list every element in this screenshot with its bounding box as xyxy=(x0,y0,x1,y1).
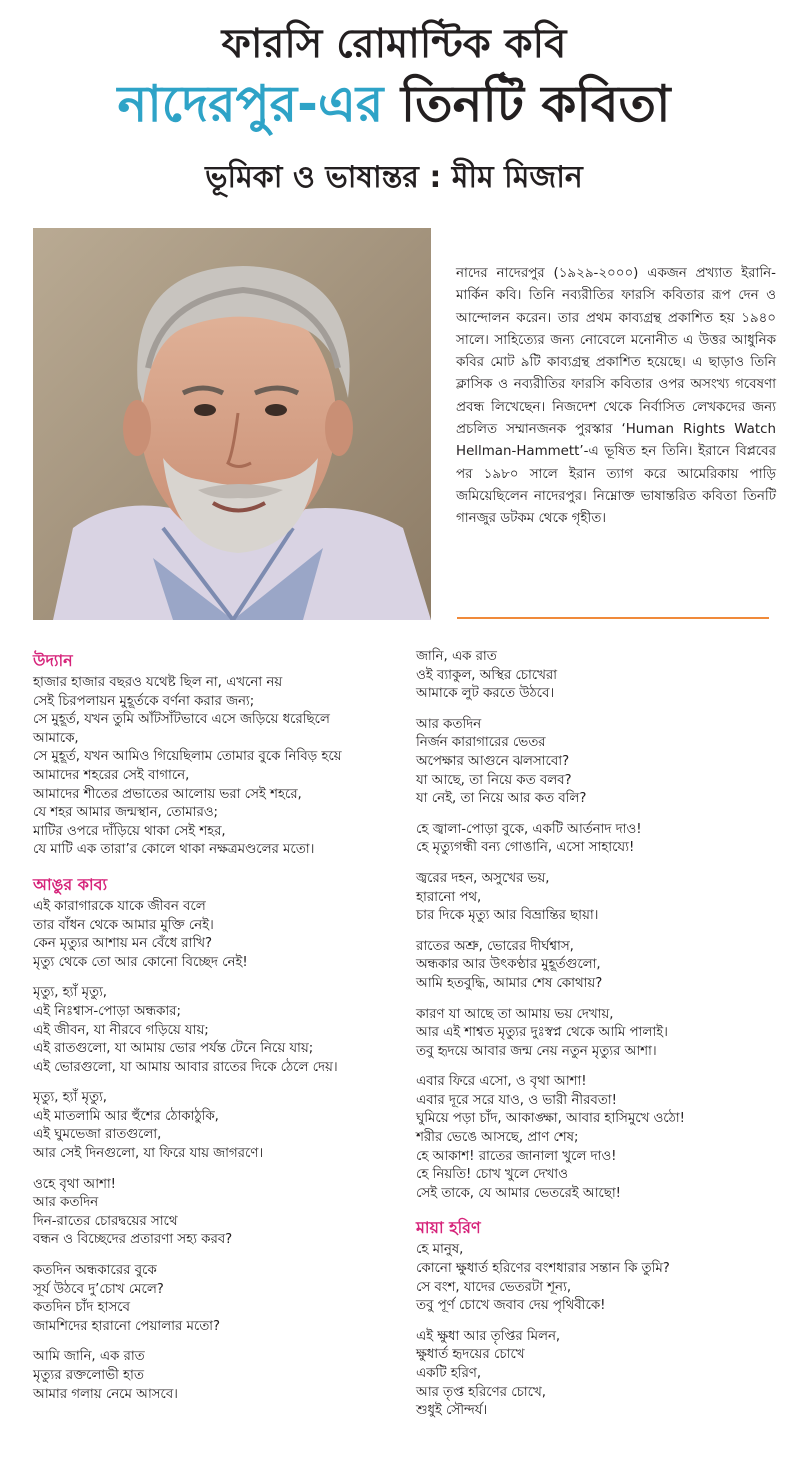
poem-line: এই জীবন, যা নীরবে গড়িয়ে যায়; xyxy=(33,1022,209,1038)
poem-line: জ্বরের দহন, অসুখের ভয়, xyxy=(416,870,550,886)
poem-line: সূর্য উঠবে দু’চোখ মেলে? xyxy=(33,1281,164,1297)
stanza xyxy=(416,821,778,858)
poem-line: এই রাতগুলো, যা আমায় ভোর পর্যন্ত টেনে নিয়ে যায়; xyxy=(33,1041,314,1057)
poem-line: যে মাটি এক তারা’র কোলে থাকা নক্ষত্রমণ্ডলের মতো। xyxy=(33,842,315,858)
poem-line: যা নেই, তা নিয়ে আর কত বলি? xyxy=(416,791,587,807)
poem-line: হে জ্বালা-পোড়া বুকে, একটি আর্তনাদ দাও! xyxy=(416,821,642,837)
poem-line: হে নিয়তি! চোখ খুলে দেখাও xyxy=(416,1167,568,1183)
intro-text xyxy=(456,263,776,531)
poem-line: কারণ যা আছে তা আমায় ভয় দেখায়, xyxy=(416,1006,614,1022)
poem-line: মাটির ওপরে দাঁড়িয়ে থাকা সেই শহর, xyxy=(33,823,226,839)
poem-line: চার দিকে মৃত্যু আর বিভ্রান্তির ছায়া। xyxy=(416,908,599,924)
stanza xyxy=(33,1089,401,1163)
stanza xyxy=(33,898,401,972)
poem-line: অপেক্ষার আগুনে ঝলসাবো? xyxy=(416,753,570,769)
poem-line: সেই তাকে, যে আমার ভেতরেই আছো! xyxy=(416,1185,622,1201)
poem-line: দিন-রাতের চোরদ্বয়ের সাথে xyxy=(33,1213,178,1229)
column-left xyxy=(33,648,401,1416)
poem-line: এবার দূরে সরে যাও, ও ভারী নীরবতা! xyxy=(416,1092,617,1108)
poem-line: সেই চিরপলায়ন মুহূর্তকে বর্ণনা করার জন্য; xyxy=(33,693,255,709)
poem-line: আমাকে, xyxy=(33,730,79,746)
poem-line: হাজার হাজার বছরও যথেষ্ট ছিল না, এখনো নয় xyxy=(33,675,283,690)
stanza xyxy=(416,1328,778,1421)
poem-line: সে বংশ, যাদের ভেতরটা শূন্য, xyxy=(416,1279,572,1295)
poem-line: কোনো ক্ষুধার্ত হরিণের বংশধারার সন্তান কি তুমি? xyxy=(416,1261,670,1277)
poem-line: বন্ধন ও বিচ্ছেদের প্রতারণা সহ্য করব? xyxy=(33,1232,233,1248)
stanza xyxy=(416,1073,778,1203)
poem-line: এই নিঃশ্বাস-পোড়া অন্ধকার; xyxy=(33,1003,181,1019)
poem-line: আমি জানি, এক রাত xyxy=(33,1349,145,1365)
poem-line: হে আকাশ! রাতের জানালা খুলে দাও! xyxy=(416,1148,617,1164)
poem-line: আর এই শাশ্বত মৃত্যুর দুঃস্বপ্ন থেকে আমি পালাই। xyxy=(416,1025,668,1041)
poem-line: ক্ষুধার্ত হৃদয়ের চোখে xyxy=(416,1347,525,1363)
stanza xyxy=(33,1176,401,1250)
poem-line: আমাদের শীতের প্রভাতের আলোয় ভরা সেই শহরে, xyxy=(33,786,302,802)
poem-line: সে মুহূর্ত, যখন তুমি আঁটসাঁটভাবে এসে জড়িয়ে ধরেছিলে xyxy=(33,712,330,728)
poet-photo xyxy=(33,228,431,620)
poem-line: আমি হতবুদ্ধি, আমার শেষ কোথায়? xyxy=(416,975,603,991)
stanza xyxy=(33,1348,401,1404)
poem-line: জামশিদের হারানো পেয়ালার মতো? xyxy=(33,1318,221,1334)
column-right xyxy=(416,648,778,1433)
poem-line: আমাকে লুট করতে উঠবে। xyxy=(416,686,555,702)
stanza xyxy=(416,716,778,809)
title-poet-name: নাদেরপুর-এর xyxy=(117,75,384,133)
poem-line: এই ক্ষুধা আর তৃপ্তির মিলন, xyxy=(416,1328,561,1344)
poem-line: ওহে বৃথা আশা! xyxy=(33,1176,116,1192)
poem-line: কেন মৃত্যুর আশায় মন বেঁধে রাখি? xyxy=(33,936,213,952)
poem-line: তবু হৃদয়ে আবার জন্ম নেয় নতুন মৃত্যুর আশা। xyxy=(416,1043,657,1059)
poem-title-udyan: উদ্যান xyxy=(33,651,73,670)
poem-line: হে মানুষ, xyxy=(416,1242,464,1258)
stanza xyxy=(33,674,401,860)
poem-line: কতদিন অন্ধকারের বুকে xyxy=(33,1263,157,1279)
divider-rule xyxy=(457,617,769,619)
poem-line: শরীর ভেঙে আসছে, প্রাণ শেষ; xyxy=(416,1130,579,1146)
poem-line: যে শহর আমার জন্মস্থান, তোমারও; xyxy=(33,805,219,821)
poem-line: কতদিন চাঁদ হাসবে xyxy=(33,1300,130,1316)
intro-paragraph: নাদের নাদেরপুর (১৯২৯-২০০০) একজন প্রখ্যাত ইরানি-মার্কিন কবি। তিনি নব্যরীতির ফারসি কবিতার রূপ দেন ও আন্দোলন করেন। তার প্রথম কাব্যগ্রন্থ প্রকাশিত হয় ১৯৪০ সালে। সাহিত্যের জন্য নোবেলে মনোনীত এ উত্তর আধুনিক কবির মোট ৯টি কাব্যগ্রন্থ প্রকাশিত হয়েছে। এ ছাড়াও তিনি ক্লাসিক ও নব্যরীতির ফারসি কবিতার ওপর অসংখ্য গবেষণা প্রবন্ধ লিখেছেন। নিজদেশ থেকে নির্বাসিত লেখকদের জন্য প্রচলিত সম্মানজনক পুরস্কার ‘Human Rights Watch Hellman-Hammett’-এ ভূষিত হন তিনি। ইরানে বিপ্লবের পর ১৯৮০ সালে ইরান ত্যাগ করে আমেরিকায় পাড়ি জমিয়েছিলেন নাদেরপুর। নিম্নোক্ত ভাষান্তরিত কবিতা তিনটি গানজুর ডটকম থেকে গৃহীত। xyxy=(456,266,776,527)
stanza xyxy=(416,648,778,704)
poem-line: এই মাতলামি আর হুঁশের ঠোকাঠুকি, xyxy=(33,1108,219,1124)
poem-line: যা আছে, তা নিয়ে কত বলব? xyxy=(416,772,572,788)
poem-line: হারানো পথ, xyxy=(416,889,482,905)
poem-line: নির্জন কারাগারের ভেতর xyxy=(416,735,546,751)
poem-line: তার বাঁধন থেকে আমার মুক্তি নেই। xyxy=(33,917,214,933)
poem-line: মৃত্যুর রক্তলোভী হাত xyxy=(33,1368,144,1383)
title-line-1: ফারসি রোমান্টিক কবি xyxy=(221,21,567,67)
poem-line: একটি হরিণ, xyxy=(416,1366,482,1381)
poem-line: মৃত্যু থেকে তো আর কোনো বিচ্ছেদ নেই! xyxy=(33,954,248,970)
poem-line: আর তৃপ্ত হরিণের চোখে, xyxy=(416,1384,546,1400)
poem-line: এই কারাগারকে যাকে জীবন বলে xyxy=(33,898,206,914)
portrait-illustration xyxy=(33,228,431,620)
poem-title-maya-horin: মায়া হরিণ xyxy=(416,1218,481,1238)
poem-line: এই ঘুমভেজা রাতগুলো, xyxy=(33,1127,162,1143)
title-three-poems: তিনটি কবিতা xyxy=(400,75,671,133)
poem-line: আর কতদিন xyxy=(416,716,482,732)
poem-line: এই ভোরগুলো, যা আমায় আবার রাতের দিকে ঠেলে দেয়। xyxy=(33,1059,338,1075)
poem-line: আর সেই দিনগুলো, যা ফিরে যায় জাগরণে। xyxy=(33,1146,264,1162)
poem-line: তবু পূর্ণ চোখে জবাব দেয় পৃথিবীকে! xyxy=(416,1298,606,1314)
poem-line: জানি, এক রাত xyxy=(416,649,497,664)
stanza xyxy=(416,938,778,994)
stanza xyxy=(416,1241,778,1315)
stanza xyxy=(416,1006,778,1062)
poem-line: এবার ফিরে এসো, ও বৃথা আশা! xyxy=(416,1074,587,1090)
poem-line: সে মুহূর্ত, যখন আমিও গিয়েছিলাম তোমার বুকে নিবিড় হয়ে xyxy=(33,749,342,765)
title-line-2 xyxy=(0,74,788,134)
translator-credit: ভূমিকা ও ভাষান্তর : মীম মিজান xyxy=(205,160,583,195)
poem-line: আর কতদিন xyxy=(33,1195,99,1211)
poem-line: আমার গলায় নেমে আসবে। xyxy=(33,1386,178,1402)
stanza xyxy=(33,984,401,1077)
poem-title-angur-kabya: আঙুর কাব্য xyxy=(33,874,108,894)
poem-line: শুধুই সৌন্দর্য। xyxy=(416,1403,488,1419)
poem-line: রাতের অশ্রু, ভোরের দীর্ঘশ্বাস, xyxy=(416,938,574,954)
poem-line: মৃত্যু, হ্যাঁ মৃত্যু, xyxy=(33,1090,108,1106)
stanza xyxy=(416,870,778,926)
poem-line: হে মৃত্যুগন্ধী বন্য গোঙানি, এসো সাহায্যে! xyxy=(416,840,635,856)
stanza xyxy=(33,1262,401,1336)
poem-line: আমাদের শহরের সেই বাগানে, xyxy=(33,767,190,783)
poem-line: মৃত্যু, হ্যাঁ মৃত্যু, xyxy=(33,985,108,1001)
poem-line: অন্ধকার আর উৎকণ্ঠার মুহূর্তগুলো, xyxy=(416,957,601,973)
poem-line: ঘুমিয়ে পড়া চাঁদ, আকাঙ্ক্ষা, আবার হাসিমুখে ওঠো! xyxy=(416,1111,685,1127)
poem-line: ওই ব্যাকুল, অস্থির চোখেরা xyxy=(416,667,558,683)
